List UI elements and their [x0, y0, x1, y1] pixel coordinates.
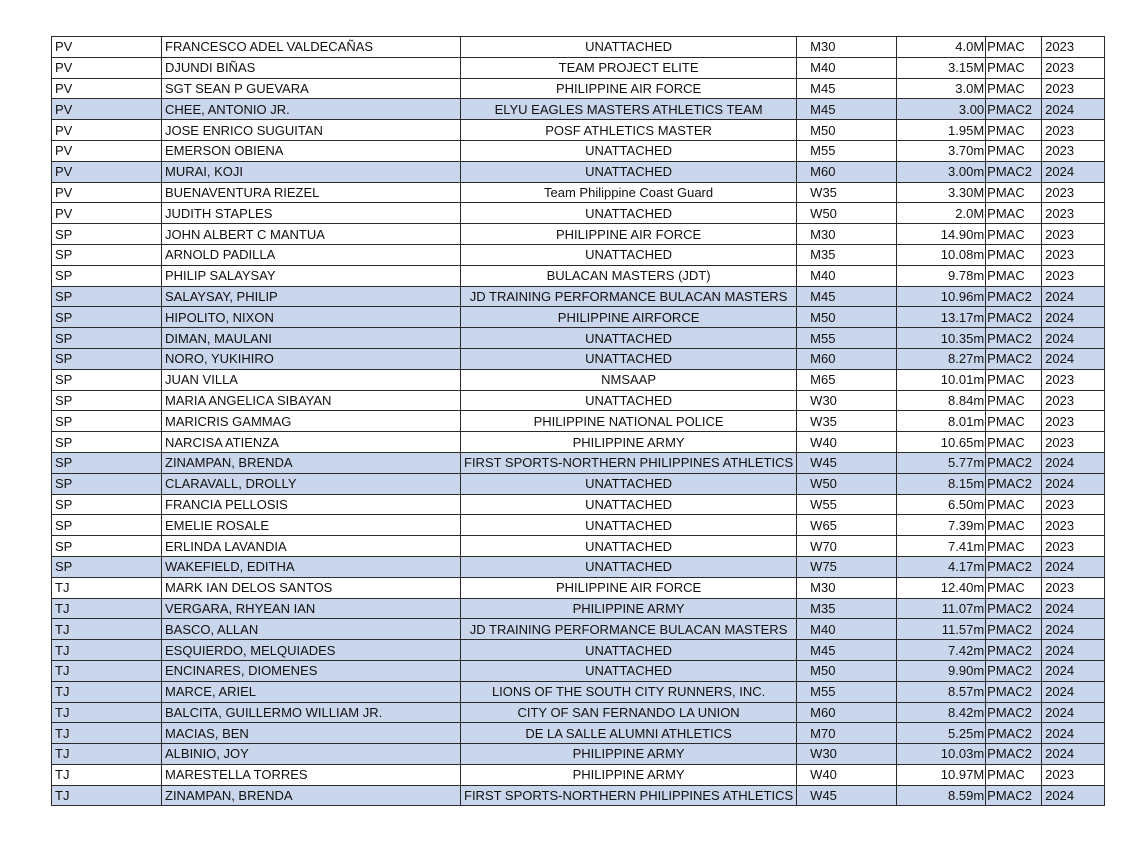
athlete-name-cell: CLARAVALL, DROLLY	[162, 473, 461, 494]
age-group-cell: M40	[797, 265, 897, 286]
athlete-name-cell: BASCO, ALLAN	[162, 619, 461, 640]
table-row	[52, 494, 1105, 515]
age-group-cell: M45	[797, 286, 897, 307]
club-cell: Team Philippine Coast Guard	[461, 182, 797, 203]
club-cell: UNATTACHED	[461, 556, 797, 577]
age-group-cell: M55	[797, 140, 897, 161]
club-cell: BULACAN MASTERS (JDT)	[461, 265, 797, 286]
athlete-name-cell: WAKEFIELD, EDITHA	[162, 556, 461, 577]
source-cell: PMAC	[986, 120, 1042, 141]
club-cell: UNATTACHED	[461, 494, 797, 515]
age-group-cell: W40	[797, 432, 897, 453]
source-cell: PMAC2	[986, 619, 1042, 640]
year-cell: 2023	[1042, 224, 1105, 245]
source-cell: PMAC2	[986, 348, 1042, 369]
source-cell: PMAC2	[986, 744, 1042, 765]
source-cell: PMAC2	[986, 556, 1042, 577]
club-cell: FIRST SPORTS-NORTHERN PHILIPPINES ATHLETICS	[461, 452, 797, 473]
age-group-cell: M45	[797, 78, 897, 99]
mark-cell: 3.30M	[897, 182, 986, 203]
year-cell: 2024	[1042, 744, 1105, 765]
club-cell: JD TRAINING PERFORMANCE BULACAN MASTERS	[461, 286, 797, 307]
mark-cell: 10.65m	[897, 432, 986, 453]
source-cell: PMAC	[986, 515, 1042, 536]
table-row	[52, 432, 1105, 453]
event-cell: TJ	[52, 785, 162, 806]
event-cell: SP	[52, 473, 162, 494]
year-cell: 2024	[1042, 723, 1105, 744]
athlete-name-cell: MACIAS, BEN	[162, 723, 461, 744]
athlete-name-cell: PHILIP SALAYSAY	[162, 265, 461, 286]
event-cell: TJ	[52, 681, 162, 702]
event-cell: SP	[52, 452, 162, 473]
athlete-name-cell: ZINAMPAN, BRENDA	[162, 452, 461, 473]
club-cell: UNATTACHED	[461, 203, 797, 224]
event-cell: TJ	[52, 598, 162, 619]
event-cell: SP	[52, 515, 162, 536]
event-cell: TJ	[52, 660, 162, 681]
mark-cell: 7.41m	[897, 536, 986, 557]
age-group-cell: M50	[797, 307, 897, 328]
age-group-cell: M55	[797, 328, 897, 349]
mark-cell: 8.27m	[897, 348, 986, 369]
table-row	[52, 723, 1105, 744]
mark-cell: 6.50m	[897, 494, 986, 515]
age-group-cell: M40	[797, 57, 897, 78]
athlete-name-cell: DIMAN, MAULANI	[162, 328, 461, 349]
mark-cell: 5.25m	[897, 723, 986, 744]
event-cell: TJ	[52, 640, 162, 661]
club-cell: PHILIPPINE AIR FORCE	[461, 577, 797, 598]
table-row	[52, 681, 1105, 702]
age-group-cell: M60	[797, 702, 897, 723]
event-cell: PV	[52, 57, 162, 78]
year-cell: 2023	[1042, 203, 1105, 224]
year-cell: 2023	[1042, 432, 1105, 453]
club-cell: UNATTACHED	[461, 390, 797, 411]
source-cell: PMAC	[986, 78, 1042, 99]
source-cell: PMAC	[986, 244, 1042, 265]
table-row	[52, 785, 1105, 806]
club-cell: PHILIPPINE NATIONAL POLICE	[461, 411, 797, 432]
club-cell: UNATTACHED	[461, 140, 797, 161]
club-cell: ELYU EAGLES MASTERS ATHLETICS TEAM	[461, 99, 797, 120]
year-cell: 2024	[1042, 619, 1105, 640]
event-cell: SP	[52, 390, 162, 411]
athlete-name-cell: BUENAVENTURA RIEZEL	[162, 182, 461, 203]
mark-cell: 4.0M	[897, 37, 986, 58]
year-cell: 2023	[1042, 78, 1105, 99]
year-cell: 2024	[1042, 286, 1105, 307]
source-cell: PMAC2	[986, 307, 1042, 328]
athlete-name-cell: MARICRIS GAMMAG	[162, 411, 461, 432]
athlete-name-cell: NARCISA ATIENZA	[162, 432, 461, 453]
event-cell: SP	[52, 536, 162, 557]
year-cell: 2023	[1042, 494, 1105, 515]
table-row	[52, 161, 1105, 182]
athlete-name-cell: MURAI, KOJI	[162, 161, 461, 182]
club-cell: PHILIPPINE AIR FORCE	[461, 224, 797, 245]
age-group-cell: W75	[797, 556, 897, 577]
club-cell: DE LA SALLE ALUMNI ATHLETICS	[461, 723, 797, 744]
mark-cell: 7.42m	[897, 640, 986, 661]
mark-cell: 10.35m	[897, 328, 986, 349]
club-cell: UNATTACHED	[461, 640, 797, 661]
age-group-cell: W55	[797, 494, 897, 515]
mark-cell: 9.90m	[897, 660, 986, 681]
mark-cell: 10.96m	[897, 286, 986, 307]
event-cell: SP	[52, 244, 162, 265]
event-cell: SP	[52, 286, 162, 307]
mark-cell: 3.00	[897, 99, 986, 120]
table-row	[52, 78, 1105, 99]
mark-cell: 8.42m	[897, 702, 986, 723]
year-cell: 2023	[1042, 764, 1105, 785]
age-group-cell: M70	[797, 723, 897, 744]
table-row	[52, 57, 1105, 78]
table-row	[52, 37, 1105, 58]
athlete-name-cell: ZINAMPAN, BRENDA	[162, 785, 461, 806]
year-cell: 2024	[1042, 452, 1105, 473]
mark-cell: 8.15m	[897, 473, 986, 494]
event-cell: TJ	[52, 577, 162, 598]
age-group-cell: M50	[797, 660, 897, 681]
year-cell: 2024	[1042, 348, 1105, 369]
year-cell: 2023	[1042, 577, 1105, 598]
club-cell: UNATTACHED	[461, 348, 797, 369]
age-group-cell: W30	[797, 744, 897, 765]
table-row	[52, 390, 1105, 411]
table-row	[52, 120, 1105, 141]
source-cell: PMAC2	[986, 723, 1042, 744]
mark-cell: 3.00m	[897, 161, 986, 182]
table-row	[52, 556, 1105, 577]
age-group-cell: W50	[797, 203, 897, 224]
year-cell: 2024	[1042, 785, 1105, 806]
athlete-name-cell: JOSE ENRICO SUGUITAN	[162, 120, 461, 141]
source-cell: PMAC2	[986, 161, 1042, 182]
age-group-cell: W45	[797, 785, 897, 806]
table-row	[52, 244, 1105, 265]
source-cell: PMAC2	[986, 99, 1042, 120]
table-row	[52, 515, 1105, 536]
source-cell: PMAC	[986, 536, 1042, 557]
source-cell: PMAC2	[986, 473, 1042, 494]
age-group-cell: M35	[797, 244, 897, 265]
year-cell: 2024	[1042, 556, 1105, 577]
age-group-cell: W65	[797, 515, 897, 536]
mark-cell: 8.01m	[897, 411, 986, 432]
club-cell: UNATTACHED	[461, 660, 797, 681]
table-row	[52, 369, 1105, 390]
mark-cell: 13.17m	[897, 307, 986, 328]
mark-cell: 8.57m	[897, 681, 986, 702]
athlete-name-cell: BALCITA, GUILLERMO WILLIAM JR.	[162, 702, 461, 723]
year-cell: 2023	[1042, 182, 1105, 203]
source-cell: PMAC2	[986, 452, 1042, 473]
table-row	[52, 307, 1105, 328]
year-cell: 2023	[1042, 140, 1105, 161]
club-cell: UNATTACHED	[461, 37, 797, 58]
athlete-name-cell: NORO, YUKIHIRO	[162, 348, 461, 369]
source-cell: PMAC2	[986, 598, 1042, 619]
year-cell: 2023	[1042, 37, 1105, 58]
table-row	[52, 536, 1105, 557]
athlete-name-cell: JUDITH STAPLES	[162, 203, 461, 224]
club-cell: LIONS OF THE SOUTH CITY RUNNERS, INC.	[461, 681, 797, 702]
athlete-name-cell: ESQUIERDO, MELQUIADES	[162, 640, 461, 661]
table-row	[52, 744, 1105, 765]
year-cell: 2024	[1042, 681, 1105, 702]
source-cell: PMAC2	[986, 328, 1042, 349]
athlete-name-cell: FRANCIA PELLOSIS	[162, 494, 461, 515]
age-group-cell: W40	[797, 764, 897, 785]
athlete-name-cell: MARIA ANGELICA SIBAYAN	[162, 390, 461, 411]
source-cell: PMAC2	[986, 660, 1042, 681]
athlete-name-cell: VERGARA, RHYEAN IAN	[162, 598, 461, 619]
source-cell: PMAC2	[986, 286, 1042, 307]
club-cell: PHILIPPINE ARMY	[461, 744, 797, 765]
athlete-name-cell: DJUNDI BIÑAS	[162, 57, 461, 78]
event-cell: PV	[52, 140, 162, 161]
source-cell: PMAC2	[986, 785, 1042, 806]
source-cell: PMAC	[986, 224, 1042, 245]
table-row	[52, 265, 1105, 286]
club-cell: PHILIPPINE AIR FORCE	[461, 78, 797, 99]
event-cell: PV	[52, 37, 162, 58]
event-cell: TJ	[52, 702, 162, 723]
athlete-name-cell: JOHN ALBERT C MANTUA	[162, 224, 461, 245]
age-group-cell: M55	[797, 681, 897, 702]
athlete-name-cell: EMELIE ROSALE	[162, 515, 461, 536]
event-cell: SP	[52, 265, 162, 286]
athlete-name-cell: SALAYSAY, PHILIP	[162, 286, 461, 307]
table-row	[52, 764, 1105, 785]
source-cell: PMAC	[986, 764, 1042, 785]
event-cell: TJ	[52, 723, 162, 744]
age-group-cell: M40	[797, 619, 897, 640]
mark-cell: 1.95M	[897, 120, 986, 141]
year-cell: 2023	[1042, 411, 1105, 432]
table-row	[52, 598, 1105, 619]
age-group-cell: M50	[797, 120, 897, 141]
table-row	[52, 577, 1105, 598]
age-group-cell: W30	[797, 390, 897, 411]
club-cell: UNATTACHED	[461, 515, 797, 536]
athlete-name-cell: ARNOLD PADILLA	[162, 244, 461, 265]
table-row	[52, 286, 1105, 307]
year-cell: 2023	[1042, 536, 1105, 557]
source-cell: PMAC	[986, 265, 1042, 286]
athlete-name-cell: EMERSON OBIENA	[162, 140, 461, 161]
age-group-cell: M65	[797, 369, 897, 390]
event-cell: TJ	[52, 764, 162, 785]
table-row	[52, 473, 1105, 494]
table-row	[52, 224, 1105, 245]
source-cell: PMAC	[986, 203, 1042, 224]
mark-cell: 8.59m	[897, 785, 986, 806]
event-cell: PV	[52, 120, 162, 141]
club-cell: UNATTACHED	[461, 473, 797, 494]
records-table-body	[52, 37, 1105, 806]
event-cell: SP	[52, 224, 162, 245]
table-row	[52, 182, 1105, 203]
source-cell: PMAC2	[986, 640, 1042, 661]
event-cell: PV	[52, 78, 162, 99]
age-group-cell: W70	[797, 536, 897, 557]
athlete-name-cell: CHEE, ANTONIO JR.	[162, 99, 461, 120]
mark-cell: 3.0M	[897, 78, 986, 99]
mark-cell: 10.01m	[897, 369, 986, 390]
age-group-cell: W45	[797, 452, 897, 473]
club-cell: UNATTACHED	[461, 536, 797, 557]
year-cell: 2024	[1042, 307, 1105, 328]
table-row	[52, 328, 1105, 349]
year-cell: 2023	[1042, 515, 1105, 536]
source-cell: PMAC	[986, 140, 1042, 161]
table-row	[52, 203, 1105, 224]
year-cell: 2024	[1042, 660, 1105, 681]
athlete-name-cell: MARESTELLA TORRES	[162, 764, 461, 785]
year-cell: 2024	[1042, 328, 1105, 349]
club-cell: JD TRAINING PERFORMANCE BULACAN MASTERS	[461, 619, 797, 640]
mark-cell: 5.77m	[897, 452, 986, 473]
year-cell: 2024	[1042, 702, 1105, 723]
year-cell: 2024	[1042, 161, 1105, 182]
age-group-cell: M30	[797, 577, 897, 598]
source-cell: PMAC2	[986, 702, 1042, 723]
club-cell: PHILIPPINE ARMY	[461, 598, 797, 619]
mark-cell: 12.40m	[897, 577, 986, 598]
source-cell: PMAC	[986, 37, 1042, 58]
age-group-cell: W35	[797, 182, 897, 203]
year-cell: 2023	[1042, 244, 1105, 265]
year-cell: 2023	[1042, 369, 1105, 390]
source-cell: PMAC	[986, 57, 1042, 78]
event-cell: PV	[52, 203, 162, 224]
athlete-name-cell: JUAN VILLA	[162, 369, 461, 390]
table-row	[52, 660, 1105, 681]
mark-cell: 10.08m	[897, 244, 986, 265]
mark-cell: 10.97M	[897, 764, 986, 785]
athlete-name-cell: MARCE, ARIEL	[162, 681, 461, 702]
club-cell: UNATTACHED	[461, 161, 797, 182]
table-row	[52, 640, 1105, 661]
mark-cell: 2.0M	[897, 203, 986, 224]
age-group-cell: W50	[797, 473, 897, 494]
age-group-cell: M45	[797, 99, 897, 120]
club-cell: TEAM PROJECT ELITE	[461, 57, 797, 78]
mark-cell: 10.03m	[897, 744, 986, 765]
mark-cell: 7.39m	[897, 515, 986, 536]
event-cell: SP	[52, 494, 162, 515]
club-cell: PHILIPPINE ARMY	[461, 432, 797, 453]
event-cell: SP	[52, 556, 162, 577]
source-cell: PMAC	[986, 411, 1042, 432]
athlete-name-cell: MARK IAN DELOS SANTOS	[162, 577, 461, 598]
source-cell: PMAC	[986, 494, 1042, 515]
age-group-cell: M60	[797, 348, 897, 369]
year-cell: 2023	[1042, 390, 1105, 411]
year-cell: 2024	[1042, 473, 1105, 494]
event-cell: SP	[52, 307, 162, 328]
records-table	[51, 36, 1105, 806]
source-cell: PMAC	[986, 182, 1042, 203]
table-row	[52, 99, 1105, 120]
event-cell: SP	[52, 411, 162, 432]
age-group-cell: M30	[797, 224, 897, 245]
year-cell: 2024	[1042, 598, 1105, 619]
table-row	[52, 348, 1105, 369]
event-cell: TJ	[52, 619, 162, 640]
event-cell: SP	[52, 369, 162, 390]
table-row	[52, 619, 1105, 640]
athlete-name-cell: ERLINDA LAVANDIA	[162, 536, 461, 557]
mark-cell: 11.07m	[897, 598, 986, 619]
event-cell: PV	[52, 161, 162, 182]
athlete-name-cell: ENCINARES, DIOMENES	[162, 660, 461, 681]
mark-cell: 4.17m	[897, 556, 986, 577]
event-cell: SP	[52, 432, 162, 453]
event-cell: PV	[52, 182, 162, 203]
athlete-name-cell: FRANCESCO ADEL VALDECAÑAS	[162, 37, 461, 58]
age-group-cell: W35	[797, 411, 897, 432]
mark-cell: 9.78m	[897, 265, 986, 286]
club-cell: PHILIPPINE ARMY	[461, 764, 797, 785]
athlete-name-cell: ALBINIO, JOY	[162, 744, 461, 765]
source-cell: PMAC2	[986, 681, 1042, 702]
year-cell: 2024	[1042, 99, 1105, 120]
table-row	[52, 140, 1105, 161]
table-row	[52, 702, 1105, 723]
club-cell: CITY OF SAN FERNANDO LA UNION	[461, 702, 797, 723]
event-cell: TJ	[52, 744, 162, 765]
table-row	[52, 452, 1105, 473]
club-cell: POSF ATHLETICS MASTER	[461, 120, 797, 141]
mark-cell: 14.90m	[897, 224, 986, 245]
year-cell: 2023	[1042, 57, 1105, 78]
mark-cell: 11.57m	[897, 619, 986, 640]
age-group-cell: M60	[797, 161, 897, 182]
club-cell: NMSAAP	[461, 369, 797, 390]
year-cell: 2023	[1042, 265, 1105, 286]
age-group-cell: M45	[797, 640, 897, 661]
age-group-cell: M35	[797, 598, 897, 619]
source-cell: PMAC	[986, 390, 1042, 411]
mark-cell: 8.84m	[897, 390, 986, 411]
source-cell: PMAC	[986, 577, 1042, 598]
club-cell: UNATTACHED	[461, 328, 797, 349]
source-cell: PMAC	[986, 432, 1042, 453]
club-cell: UNATTACHED	[461, 244, 797, 265]
event-cell: SP	[52, 328, 162, 349]
athlete-name-cell: HIPOLITO, NIXON	[162, 307, 461, 328]
club-cell: FIRST SPORTS-NORTHERN PHILIPPINES ATHLETICS	[461, 785, 797, 806]
mark-cell: 3.70m	[897, 140, 986, 161]
event-cell: SP	[52, 348, 162, 369]
table-row	[52, 411, 1105, 432]
athlete-name-cell: SGT SEAN P GUEVARA	[162, 78, 461, 99]
event-cell: PV	[52, 99, 162, 120]
club-cell: PHILIPPINE AIRFORCE	[461, 307, 797, 328]
source-cell: PMAC	[986, 369, 1042, 390]
year-cell: 2024	[1042, 640, 1105, 661]
mark-cell: 3.15M	[897, 57, 986, 78]
age-group-cell: M30	[797, 37, 897, 58]
year-cell: 2023	[1042, 120, 1105, 141]
